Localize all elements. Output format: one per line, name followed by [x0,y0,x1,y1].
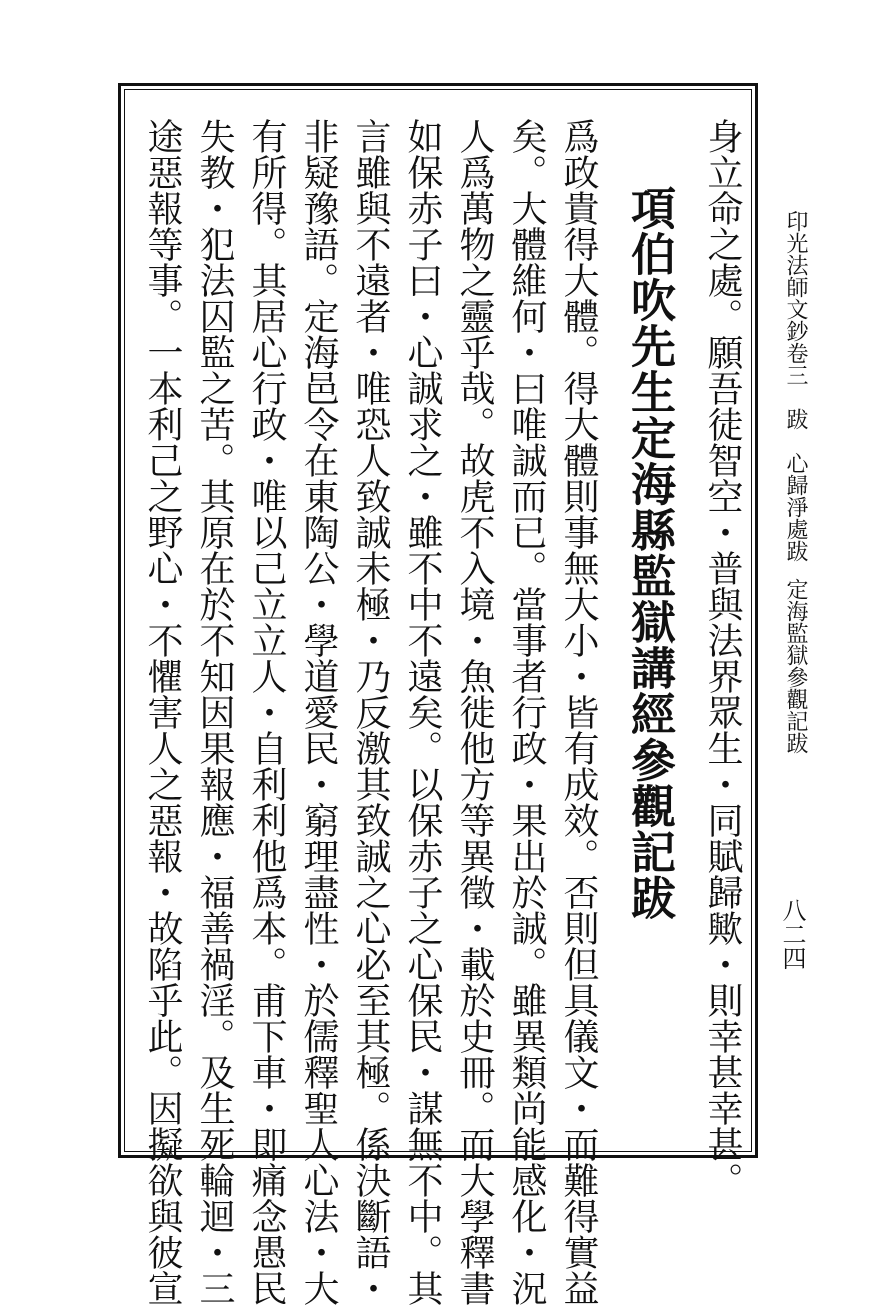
text-column-8: 有所得。其居心行政・唯以己立立人・自利利他爲本。甫下車・即痛念愚民 [246,118,287,1306]
running-header [780,210,806,754]
text-column-2: 爲政貴得大體。得大體則事無大小・皆有成效。否則但具儀文・而難得實益 [558,118,599,1306]
header-section: 跋 [783,408,808,430]
text-column-4: 人爲萬物之靈乎哉。故虎不入境・魚徙他方等異徵・載於史冊。而大學釋書 [454,118,495,1306]
text-column-5: 如保赤子曰・心誠求之・雖不中不遠矣。以保赤子之心保民・謀無不中。其 [402,118,443,1306]
text-column-7: 非疑豫語。定海邑令在東陶公・學道愛民・窮理盡性・於儒釋聖人心法・大 [298,118,339,1306]
header-book-title: 印光法師文鈔卷三 [783,210,808,386]
text-column-9: 失教・犯法囚監之苦。其原在於不知因果報應・福善禍淫。及生死輪迴・三 [194,118,235,1306]
text-column-3: 矣。大體維何・曰唯誠而已。當事者行政・果出於誠。雖異類尚能感化・況 [506,118,547,1306]
text-column-1: 身立命之處。願吾徒智空・普與法界眾生・同賦歸歟・則幸甚幸甚。 [702,118,743,1198]
header-chapter: 心歸淨處跋 [783,452,808,562]
header-article: 定海監獄參觀記跋 [783,578,808,754]
page-number: 八二四 [778,898,806,970]
text-column-6: 言雖與不遠者・唯恐人致誠未極・乃反激其致誠之心必至其極。係決斷語・ [350,118,391,1306]
article-title: 項伯吹先生定海縣監獄講經參觀記跋 [623,185,676,921]
text-column-10: 途惡報等事。一本利己之野心・不懼害人之惡報・故陷乎此。因擬欲與彼宣 [142,118,183,1306]
